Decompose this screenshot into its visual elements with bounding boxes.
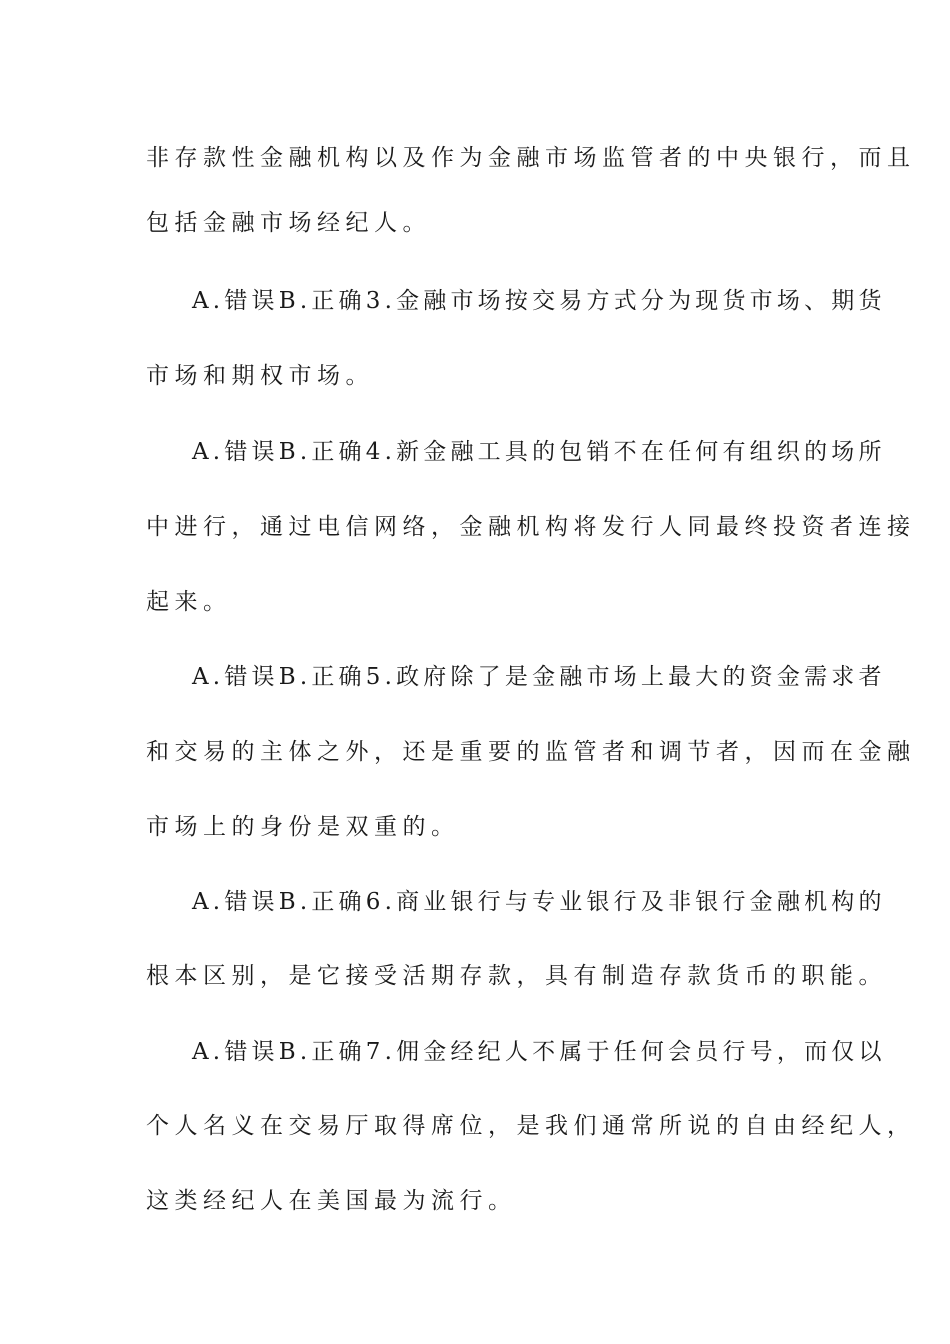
question-line: A.错误B.正确7.佣金经纪人不属于任何会员行号，而仅以 — [192, 1039, 886, 1065]
text-line: 市场上的身份是双重的。 — [146, 814, 460, 840]
text-line: 根本区别，是它接受活期存款，具有制造存款货币的职能。 — [146, 963, 887, 989]
text-line: 和交易的主体之外，还是重要的监管者和调节者，因而在金融 — [146, 739, 916, 765]
text-line: 个人名义在交易厅取得席位，是我们通常所说的自由经纪人， — [146, 1113, 916, 1139]
question-line: A.错误B.正确4.新金融工具的包销不在任何有组织的场所 — [192, 439, 886, 465]
question-line: A.错误B.正确5.政府除了是金融市场上最大的资金需求者 — [192, 664, 886, 690]
text-line: 这类经纪人在美国最为流行。 — [146, 1188, 517, 1214]
text-line: 市场和期权市场。 — [146, 363, 374, 389]
text-line: 起来。 — [146, 589, 232, 615]
text-line: 包括金融市场经纪人。 — [146, 210, 431, 236]
text-line: 非存款性金融机构以及作为金融市场监管者的中央银行，而且 — [146, 145, 916, 171]
question-line: A.错误B.正确6.商业银行与专业银行及非银行金融机构的 — [192, 889, 886, 915]
question-line: A.错误B.正确3.金融市场按交易方式分为现货市场、期货 — [192, 288, 886, 314]
text-line: 中进行，通过电信网络，金融机构将发行人同最终投资者连接 — [146, 514, 916, 540]
